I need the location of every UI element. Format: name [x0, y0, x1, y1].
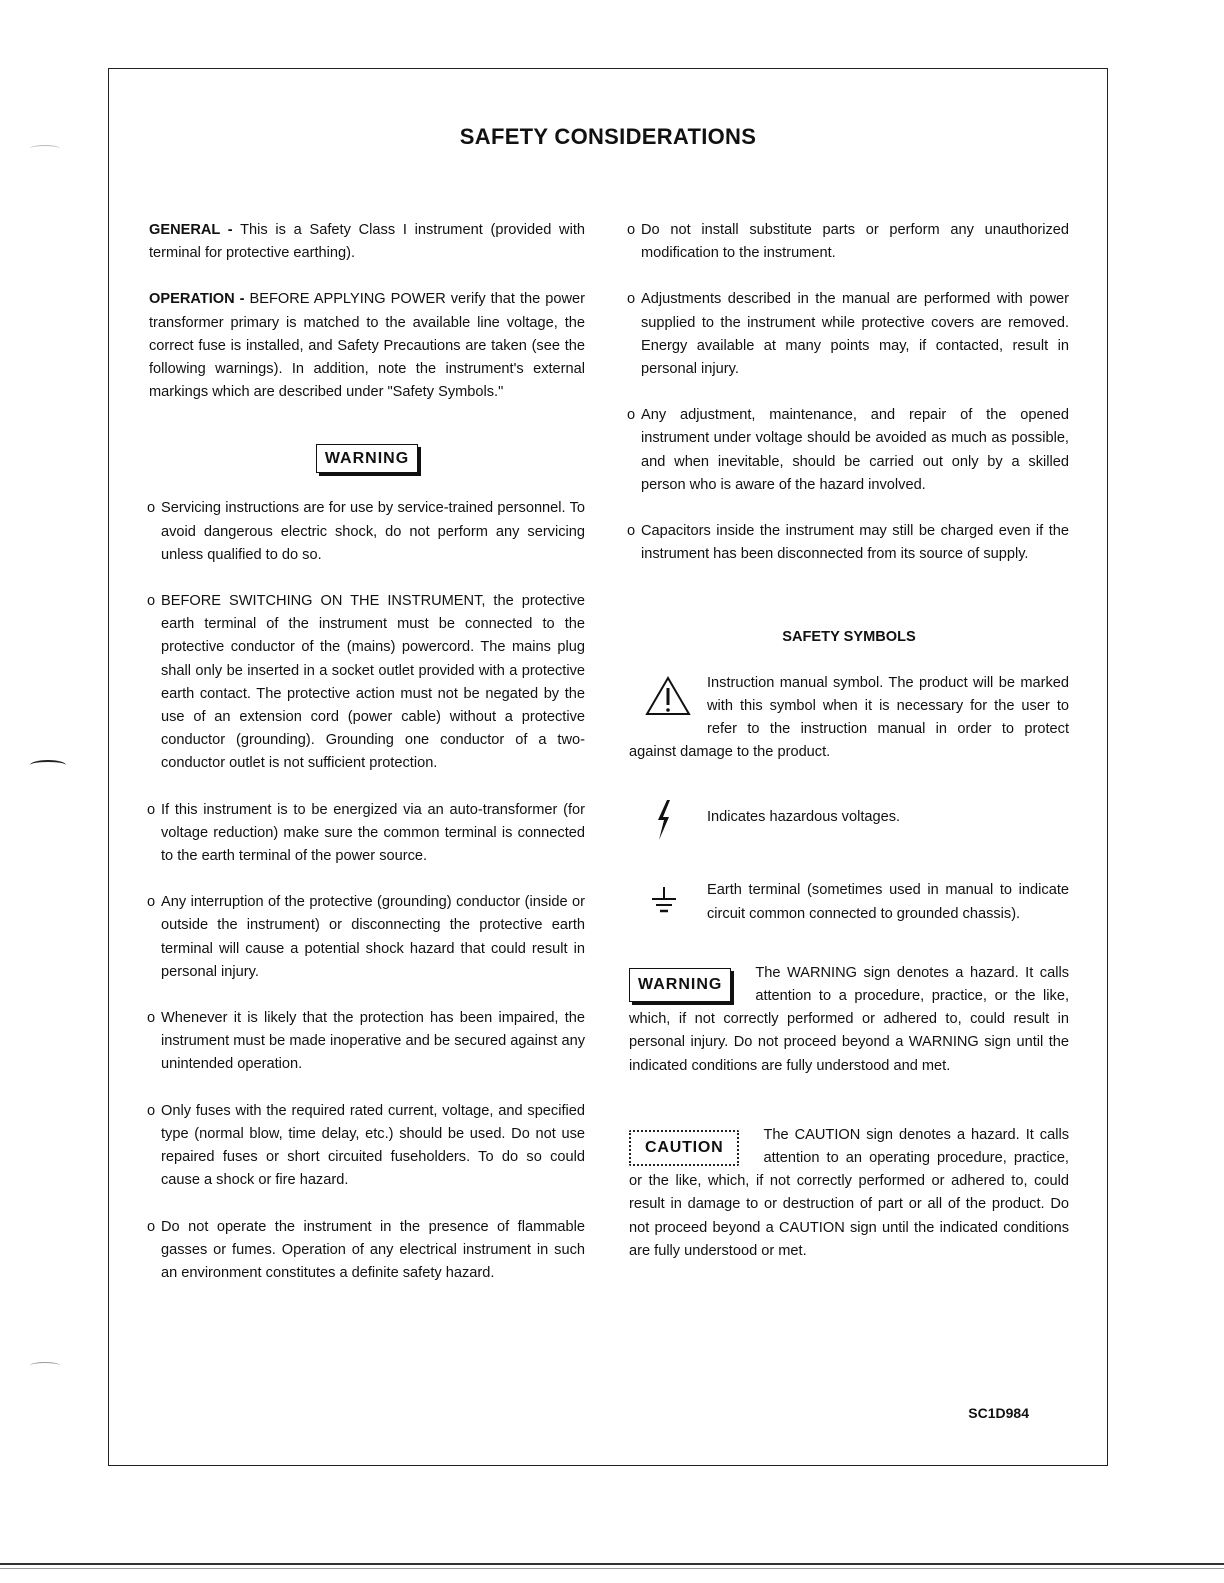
general-text: This is a Safety Class I instrument (provided with terminal for protective earthing).	[149, 222, 585, 262]
symbol-hazardous-voltage: Indicates hazardous voltages.	[629, 806, 1069, 856]
symbol-caution-sign: CAUTION The CAUTION sign denotes a hazard. It calls attention to an operating procedure, practice, or the like, which, if not correctly performed or adhered to, could result in damage to or destruction of part or all of the product. Do not proceed beyond a CAUTION sign until the indicated conditions are fully understood or met.	[629, 1126, 1069, 1259]
bullet-marker: o	[147, 1102, 156, 1119]
list-item: o Do not install substitute parts or perform any unauthorized modification to the instrument.	[629, 219, 1069, 265]
scan-mark	[30, 760, 66, 770]
list-item: o Any adjustment, maintenance, and repair of the opened instrument under voltage should be avoided as much as possible, and when inevitable, should be carried out only by a skilled person who is aware of the hazard involved.	[629, 404, 1069, 497]
page-edge-line	[0, 1563, 1224, 1565]
bullet-marker: o	[147, 593, 156, 610]
bullet-marker: o	[147, 894, 156, 911]
scan-mark	[30, 1362, 60, 1369]
hazardous-voltage-lightning-icon	[655, 800, 673, 842]
page-title: SAFETY CONSIDERATIONS	[459, 124, 757, 149]
operation-paragraph	[149, 288, 585, 404]
document-code: SC1D984	[968, 1405, 1029, 1421]
symbol-earth-terminal: Earth terminal (sometimes used in manual to indicate circuit common connected to grounded chassis).	[629, 879, 1069, 925]
list-item: o Do not operate the instrument in the presence of flammable gasses or fumes. Operation of any electrical instrument in such an environment constitutes a definite safety hazard.	[149, 1216, 585, 1286]
symbol-warning-sign: WARNING The WARNING sign denotes a hazard. It calls attention to a procedure, practice, or the like, which, if not correctly performed or adhered to, could result in personal injury. Do not proceed beyond a WARNING sign until the indicated conditions are fully understood and met.	[629, 964, 1069, 1074]
bullet-marker: o	[147, 1218, 156, 1235]
warning-heading	[149, 444, 585, 473]
list-item: o Servicing instructions are for use by service-trained personnel. To avoid dangerous electric shock, do not perform any servicing unless qualified to do so.	[149, 497, 585, 567]
safety-symbols-heading: SAFETY SYMBOLS	[782, 629, 916, 646]
bullet-marker: o	[147, 500, 156, 517]
bullet-marker: o	[147, 1010, 156, 1027]
list-item: o Whenever it is likely that the protection has been impaired, the instrument must be made inoperative and be secured against any unintended operation.	[149, 1007, 585, 1077]
symbol-instruction-manual: Instruction manual symbol. The product will be marked with this symbol when it is necessary for the user to refer to the instruction manual in order to protect against damage to the product.	[629, 674, 1069, 761]
bullet-marker: o	[147, 801, 156, 818]
general-lead: GENERAL -	[149, 222, 233, 238]
bullet-marker: o	[627, 222, 636, 238]
bullet-marker: o	[627, 523, 636, 540]
right-column	[629, 219, 1069, 1286]
general-paragraph	[149, 219, 585, 265]
list-item: o Any interruption of the protective (grounding) conductor (inside or outside the instrument) or disconnecting the protective earth terminal will cause a potential shock hazard that could result in personal injury.	[149, 891, 585, 984]
instruction-manual-triangle-icon	[645, 676, 691, 716]
list-item: o BEFORE SWITCHING ON THE INSTRUMENT, the protective earth terminal of the instrument must be connected to the protective conductor of the (mains) powercord. The mains plug shall only be inserted in a socket outlet provided with a protective earth contact. The protective action must not be negated by the use of an extension cord (power cable) without a protective conductor (grounding). Grounding one conductor of a two-conductor outlet is not sufficient protection.	[149, 590, 585, 776]
bullet-marker: o	[627, 407, 636, 424]
list-item: o If this instrument is to be energized via an auto-transformer (for voltage reduction) make sure the common terminal is connected to the earth terminal of the power source.	[149, 799, 585, 869]
page-frame	[108, 68, 1108, 1466]
caution-label-box: CAUTION	[629, 1130, 739, 1166]
warning-label-box: WARNING	[316, 444, 418, 473]
page-edge-line	[0, 1568, 1224, 1569]
operation-text: BEFORE APPLYING POWER verify that the power transformer primary is matched to the available line voltage, the correct fuse is installed, and Safety Precautions are taken (see the following warnings). In addition, note the instrument's external markings which are described under "Safety Symbols."	[149, 291, 585, 401]
operation-lead: OPERATION -	[149, 291, 245, 308]
list-item: o Adjustments described in the manual are performed with power supplied to the instrument while protective covers are removed. Energy available at many points may, if contacted, result in personal injury.	[629, 288, 1069, 381]
list-item: o Only fuses with the required rated current, voltage, and specified type (normal blow, time delay, etc.) should be used. Do not use repaired fuses or short circuited fuseholders. To do so could cause a shock or fire hazard.	[149, 1100, 585, 1193]
scan-mark	[30, 145, 60, 152]
left-column	[149, 219, 585, 1308]
list-item: o Capacitors inside the instrument may still be charged even if the instrument has been disconnected from its source of supply.	[629, 520, 1069, 566]
bullet-marker: o	[627, 291, 636, 308]
warning-label-box: WARNING	[629, 968, 731, 1002]
earth-ground-icon	[649, 885, 679, 915]
